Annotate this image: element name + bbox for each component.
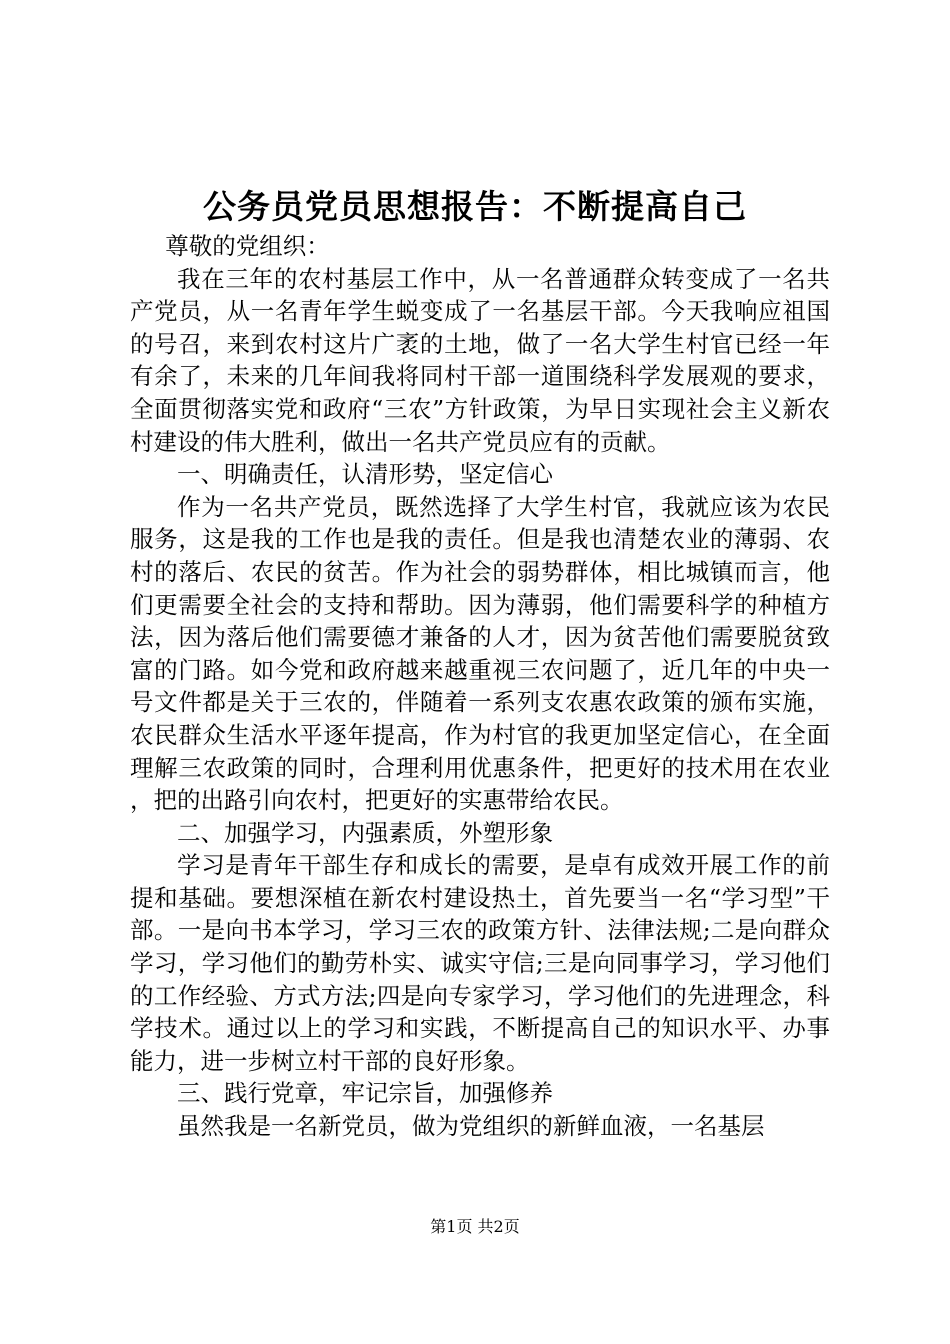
salutation: 尊敬的党组织：: [165, 232, 330, 260]
section-heading-3: 三、践行党章，牢记宗旨，加强修养: [177, 1079, 553, 1108]
intro-paragraph: 我在三年的农村基层工作中，从一名普通群众转变成了一名共产党员，从一名青年学生蜕变成了一名基层干部。今天我响应祖国的号召，来到农村这片广袤的土地，做了一名大学生村官已经一年有余了，未来的几年间我将同村干部一道围绕科学发展观的要求，全面贯彻落实党和政府“三农”方针政策，为早日实现社会主义新农村建设的伟大胜利，做出一名共产党员应有的贡献。: [130, 264, 830, 456]
section-paragraph-1: 作为一名共产党员，既然选择了大学生村官，我就应该为农民服务，这是我的工作也是我的责任。但是我也清楚农业的薄弱、农村的落后、农民的贫苦。作为社会的弱势群体，相比城镇而言，他们更需要全社会的支持和帮助。因为薄弱，他们需要科学的种植方法，因为落后他们需要德才兼备的人才，因为贫苦他们需要脱贫致富的门路。如今党和政府越来越重视三农问题了，近几年的中央一号文件都是关于三农的，伴随着一系列支农惠农政策的颁布实施，农民群众生活水平逐年提高，作为村官的我更加坚定信心，在全面理解三农政策的同时，合理利用优惠条件，把更好的技术用在农业，把的出路引向农村，把更好的实惠带给农民。: [130, 492, 830, 815]
document-title: 公务员党员思想报告：不断提高自己: [203, 187, 747, 226]
section-paragraph-2: 学习是青年干部生存和成长的需要，是卓有成效开展工作的前提和基础。要想深植在新农村建设热土，首先要当一名“学习型”干部。一是向书本学习，学习三农的政策方针、法律法规;二是向群众学习，学习他们的勤劳朴实、诚实守信;三是向同事学习，学习他们的工作经验、方式方法;四是向专家学习，学习他们的先进理念，科学技术。通过以上的学习和实践，不断提高自己的知识水平、办事能力，进一步树立村干部的良好形象。: [130, 851, 830, 1075]
section-heading-1: 一、明确责任，认清形势，坚定信心: [177, 460, 553, 489]
section-paragraph-3: 虽然我是一名新党员，做为党组织的新鲜血液，一名基层: [177, 1112, 765, 1141]
document-body: [130, 230, 830, 1143]
page-footer: 第1页 共2页: [430, 1217, 520, 1236]
section-heading-2: 二、加强学习，内强素质，外塑形象: [177, 818, 553, 847]
